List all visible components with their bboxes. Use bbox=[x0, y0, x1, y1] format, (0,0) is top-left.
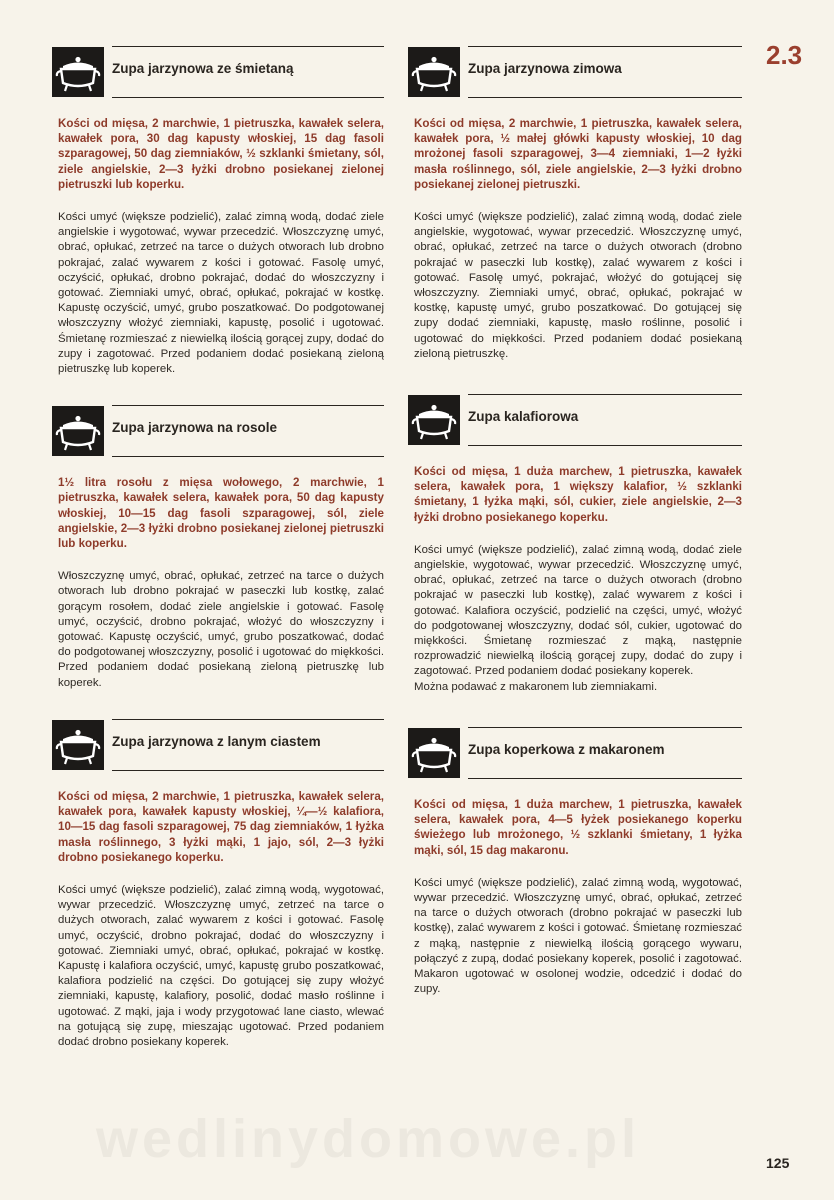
recipe-header bbox=[408, 725, 742, 781]
right-column bbox=[408, 40, 742, 997]
recipe-ingredients: Kości od mięsa, 2 marchwie, 1 pietruszka, kawałek selera, kawałek pora, 30 dag kapusty włoskiej, 15 dag fasoli szparagowej, 50 dag ziemniaków, ½ szklanki śmietany, sól, ziele angielskie, 2—3 łyżki drobno posiekanej zielonej pietruszki lub koperku. bbox=[58, 117, 384, 191]
recipe-card bbox=[408, 725, 742, 997]
recipe-ingredients: Kości od mięsa, 1 duża marchew, 1 pietruszka, kawałek selera, kawałek pora, 4—5 łyżek posiekanego koperku świeżego lub mrożonego, ½ szklanki śmietany, 1 łyżka mąki, sól, 15 dag makaronu. bbox=[414, 797, 742, 857]
recipe-header bbox=[52, 44, 384, 100]
cooking-pot-icon bbox=[408, 47, 460, 97]
cooking-pot-icon bbox=[52, 406, 104, 456]
cooking-pot-icon bbox=[52, 720, 104, 770]
left-column bbox=[52, 40, 384, 1050]
recipe-note: Można podawać z makaronem lub ziemniakami. bbox=[414, 680, 658, 693]
recipe-title: Zupa jarzynowa z lanym ciastem bbox=[112, 733, 321, 749]
page-number: 125 bbox=[766, 1155, 790, 1171]
cooking-pot-icon bbox=[408, 395, 460, 445]
recipe-title: Zupa jarzynowa ze śmietaną bbox=[112, 61, 294, 76]
recipe-ingredients: 1½ litra rosołu z mięsa wołowego, 2 marchwie, 1 pietruszka, kawałek selera, kawałek pora, 50 dag kapusty włoskiej, 10—15 dag fasoli szparagowej, sól, ziele angielskie, 2—3 łyżki drobno posiekanej zielonej pietruszki lub koperku. bbox=[58, 476, 384, 551]
recipe-card bbox=[52, 403, 384, 691]
recipe-method: Kości umyć (większe podzielić), zalać zimną wodą, dodać ziele angielskie, wygotować, wywar przecedzić. Włoszczyznę umyć, obrać, opłukać, zetrzeć na tarce o dużych otworach (drobno pokrajać w paseczki lub kostkę), zalać wywarem z kości i gotować. Fasolę umyć, pokrajać, włożyć do gotującej się włoszczyzny. Ziemniaki umyć, obrać, opłukać, pokrajać w kostkę, kapustę umyć, grubo poszatkować. Do gotującej się zupy dodać ziemniaki, kapustę, masło roślinne, posolić i ugotować do miękkości. Przed podaniem dodać posiekaną zieloną pietruszkę. bbox=[414, 211, 742, 360]
recipe-title: Zupa jarzynowa zimowa bbox=[468, 61, 622, 76]
recipe-header bbox=[52, 403, 384, 459]
recipe-method: Kości umyć (większe podzielić), zalać zimną wodą, dodać ziele angielskie, wygotować, wywar przecedzić. Włoszczyznę umyć, obrać, opłukać, zetrzeć na tarce o dużych otworach (drobno pokrajać w paseczki lub kostkę), zalać wywarem z kości i gotować. Kalafiora oczyścić, podzielić na części, umyć, włożyć do podgotowanej włoszczyzny, dodać sól, cukier, ugotować do miękkości. Śmietanę rozmieszać z mąką, następnie rozprowadzić niewielką ilością gorącej zupy, dodać do zupy i zagotować. Przed podaniem dodać posiekany koperek. bbox=[414, 543, 742, 678]
recipe-header bbox=[408, 392, 742, 448]
cooking-pot-icon bbox=[52, 47, 104, 97]
recipe-ingredients: Kości od mięsa, 1 duża marchew, 1 pietruszka, kawałek selera, kawałek pora, 1 większy kalafior, ½ szklanki śmietany, 1 łyżka mąki, sól, cukier, ziele angielskie, 2—3 łyżki drobno posiekanego koperku. bbox=[414, 465, 742, 524]
recipe-card bbox=[52, 44, 384, 377]
recipe-card bbox=[52, 717, 384, 1050]
recipe-method: Kości umyć (większe podzielić), zalać zimną wodą, wygotować, wywar przecedzić. Włoszczyznę umyć, obrać, opłukać, zetrzeć na tarce o dużych otworach (drobno pokrajać w paseczki lub kostkę), zalać wywarem z kości i gotować. Śmietanę rozmieszać z mąką, następnie z niewielką ilością gorącego wywaru, połączyć z zupą, dodać posiekany koperek, posolić i zagotować. Makaron ugotować w osolonej wodzie, odcedzić i dodać do zupy. bbox=[414, 876, 742, 996]
recipe-method: Kości umyć (większe podzielić), zalać zimną wodą, wygotować, wywar przecedzić. Włoszczyznę umyć, zetrzeć na tarce o dużych otworach, zalać wywarem z kości i gotować. Fasolę umyć, oczyścić, drobno pokrajać, dodać do włoszczyzny i gotować. Ziemniaki umyć, obrać, opłukać, pokrajać w kostkę. Kapustę i kalafiora oczyścić, umyć, kapustę grubo poszatkować, kalafiora podzielić na części. Do gotującej się zupy włożyć ziemniaki, kapustę, kalafiory, posolić, dodać masło roślinne i ugotować. Z mąki, jaja i wody przygotować lane ciasto, wlewać na gotującą się zupę, mieszając ugotować. Przed podaniem dodać drobno posiekany koperek. bbox=[58, 883, 384, 1048]
recipe-method: Kości umyć (większe podzielić), zalać zimną wodą, dodać ziele angielskie i wygotować, wywar przecedzić. Włoszczyznę umyć, obrać, opłukać, zetrzeć na tarce o dużych otworach lub drobno pokrajać, zalać wywarem z kości i gotować. Fasolę umyć, oczyścić, opłukać, drobno pokrajać, dodać do włoszczyzny i gotować. Ziemniaki umyć, obrać, opłukać, pokrajać w kostkę. Kapustę oczyścić, umyć, grubo poszatkować. Do podgotowanej włoszczyzny włożyć ziemniaki, kapustę, posolić i ugotować. Śmietanę rozmieszać z niewielką ilością gorącej zupy, dodać do zupy i zagotować. Przed podaniem dodać posiekaną zieloną pietruszkę lub koperek. bbox=[58, 211, 384, 376]
recipe-method: Włoszczyznę umyć, obrać, opłukać, zetrzeć na tarce o dużych otworach lub drobno pokrajać w paseczki lub kostkę, zalać gorącym rosołem, dodać ziele angielskie i gotować. Fasolę umyć, oczyścić, drobno pokrajać, włożyć do włoszczyzny i gotować. Kapustę oczyścić, umyć, grubo poszatkować, dodać do podgotowanej włoszczyzny, posolić i ugotować do miękkości. Przed podaniem dodać posiekaną zieloną pietruszkę lub koperek. bbox=[58, 570, 384, 689]
section-number: 2.3 bbox=[766, 40, 803, 70]
cooking-pot-icon bbox=[408, 728, 460, 778]
recipe-header bbox=[52, 717, 384, 773]
recipe-title: Zupa jarzynowa na rosole bbox=[112, 420, 278, 436]
recipe-ingredients: Kości od mięsa, 2 marchwie, 1 pietruszka, kawałek selera, kawałek pora, kawałek kapusty włoskiej, ¼—½ kalafiora, 10—15 dag fasoli szparagowej, 75 dag ziemniaków, 1 łyżka masła roślinnego, 3 łyżki mąki, 1 jajo, sól, 2—3 łyżki drobno posiekanego koperku. bbox=[58, 789, 384, 864]
recipe-card bbox=[408, 44, 742, 362]
recipe-ingredients: Kości od mięsa, 2 marchwie, 1 pietruszka, kawałek selera, kawałek pora, ½ małej główki kapusty włoskiej, 10 dag mrożonej fasoli szparagowej, 3—4 ziemniaki, 1—2 łyżki masła roślinnego, sól, ziele angielskie, 2—3 łyżki drobno posiekanej zielonej pietruszki. bbox=[414, 117, 742, 191]
recipe-title: Zupa kalafiorowa bbox=[468, 409, 579, 425]
recipe-header bbox=[408, 44, 742, 100]
recipe-title: Zupa koperkowa z makaronem bbox=[468, 741, 665, 757]
watermark: wedlinydomowe.pl bbox=[96, 1109, 641, 1169]
recipe-card bbox=[408, 392, 742, 695]
